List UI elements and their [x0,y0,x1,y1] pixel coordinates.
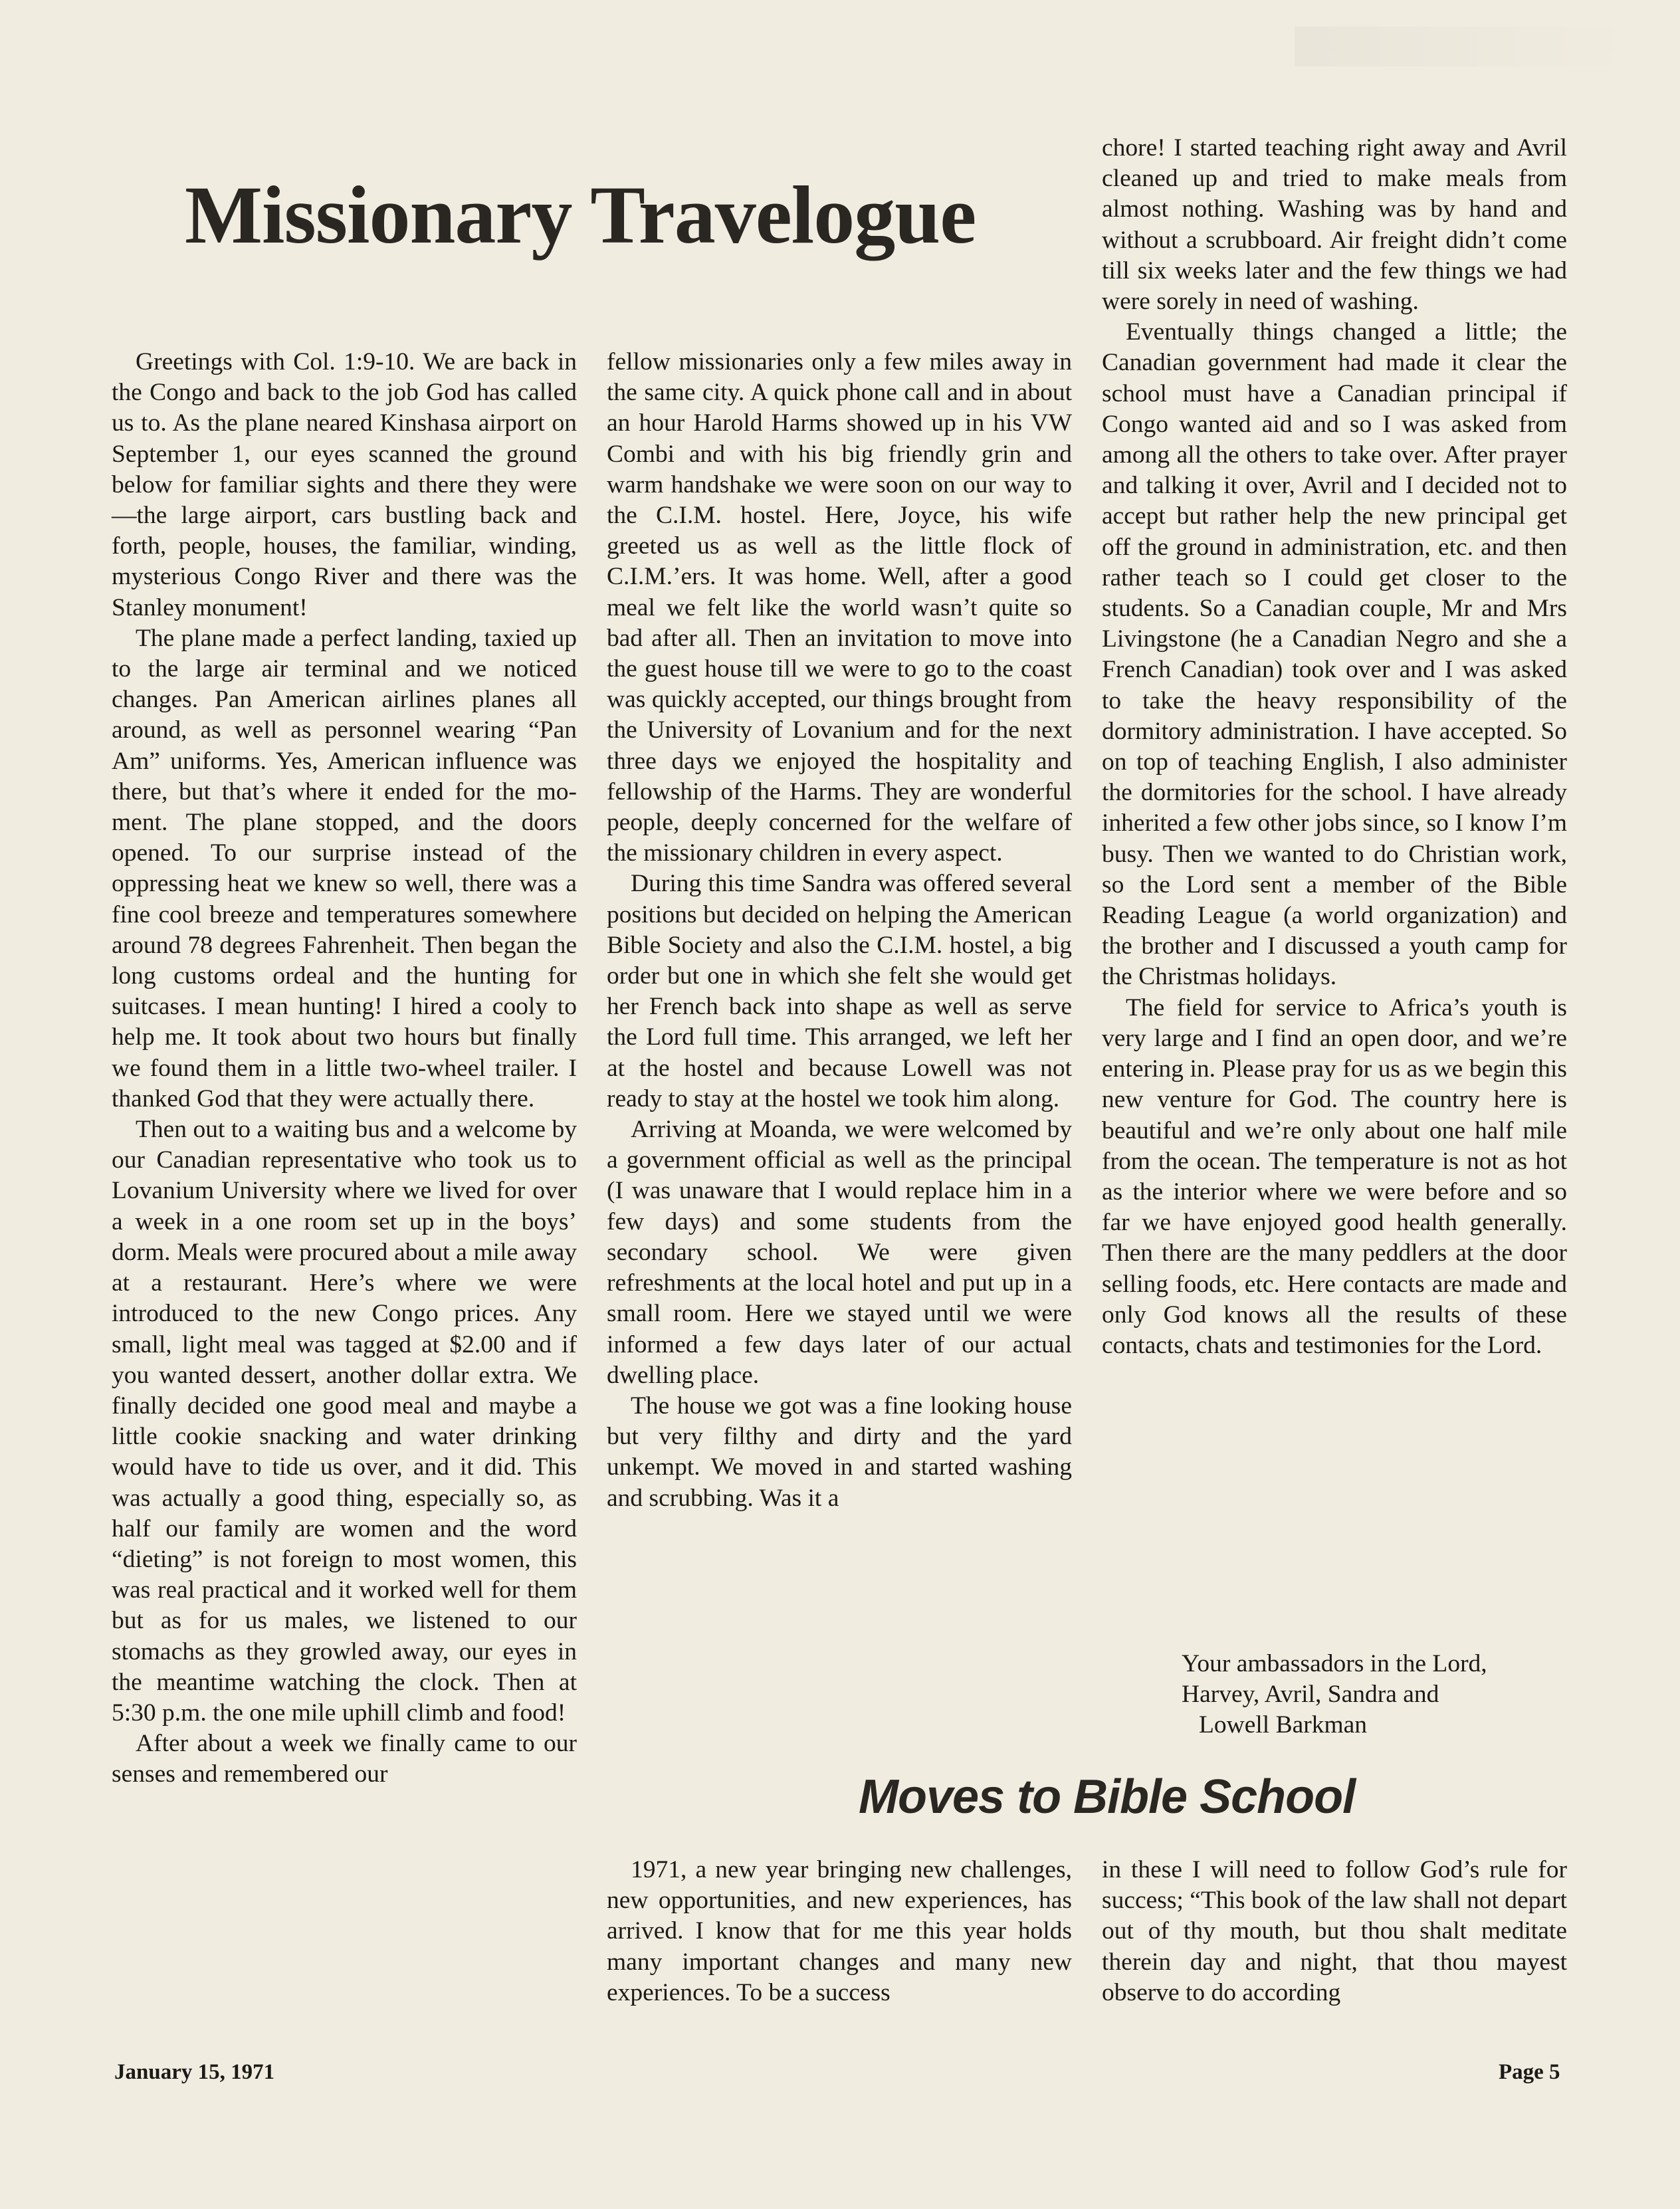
article-column-1 [112,347,577,1790]
issue-date: January 15, 1971 [114,2060,275,2084]
signature-line: Harvey, Avril, Sandra and [1182,1681,1439,1709]
second-article-title: Moves to Bible School [859,1770,1356,1824]
article-column-3 [1102,133,1567,1361]
paragraph: chore! I started teaching right away and Avril cleaned up and tried to make meals from almost nothing. Washing was by hand and without a scrubboard. Air freight didn’t come till six weeks later and the few things we had were sorely in need of washing. [1102,134,1567,316]
paragraph: 1971, a new year bringing new challenges, new opportunities, and new experiences, has arrived. I know that for me this year holds many important changes and many new experiences. To be a success [607,1856,1072,2006]
show-through-shadow [1295,27,1640,66]
paragraph: The plane made a perfect landing, taxied up to the large air terminal and we noticed changes. Pan American airlines planes all around, as well as personnel wearing “Pan Am” uniforms. Yes, American influence was there, but that’s where it ended for the moment. The plane stopped, and the doors opened. To our surprise instead of the oppressing heat we knew so well, there was a fine cool breeze and temperatures somewhere around 78 degrees Fahrenheit. Then began the long customs ordeal and the hunting for suitcases. I mean hunting! I hired a cooly to help me. It took about two hours but finally we found them in a little two-wheel trailer. I thanked God that they were actually there. [112,624,577,1112]
paragraph: fellow missionaries only a few miles away in the same city. A quick phone call and in about an hour Harold Harms showed up in his VW Combi and with his big friendly grin and warm handshake we were soon on our way to the C.I.M. hostel. Here, Joyce, his wife greeted us as well as the little flock of C.I.M.’ers. It was home. Well, after a good meal we felt like the world wasn’t quite so bad after all. Then an invitation to move into the guest house till we were to go to the coast was quickly accepted, our things brought from the University of Lovanium and for the next three days we enjoyed the hospitality and fellowship of the Harms. They are wonderful people, deeply concerned for the welfare of the missionary children in every aspect. [607,348,1072,867]
paragraph: The field for service to Africa’s youth is very large and I find an open door, and we’re entering in. Please pray for us as we begin this new venture for God. The country here is beautiful and we’re only about one half mile from the ocean. The temperature is not as hot as the interior where we were before and so far we have enjoyed good health generally. Then there are the many peddlers at the door selling foods, etc. Here contacts are made and only God knows all the results of these contacts, chats and testimonies for the Lord. [1102,994,1567,1359]
paragraph: After about a week we finally came to our senses and remembered our [112,1730,577,1788]
signature-line: Lowell Barkman [1199,1711,1368,1739]
signature-line: Your ambassadors in the Lord, [1182,1650,1487,1677]
second-article-column-2 [1102,1855,1567,2008]
paragraph: The house we got was a fine looking house but very filthy and dirty and the yard unkempt. We moved in and started washing and scrubbing. Was it a [607,1392,1072,1512]
article-column-2 [607,347,1072,1514]
page-number: Page 5 [1499,2060,1560,2084]
signature-block [1182,1649,1487,1741]
paragraph: in these I will need to follow God’s rule for success; “This book of the law shall not depart out of thy mouth, but thou shalt meditate therein day and night, that thou mayest observe to do according [1102,1856,1567,2006]
article-title: Missionary Travelogue [185,169,976,261]
paragraph: Arriving at Moanda, we were welcomed by a government official as well as the principal (I was unaware that I would replace him in a few days) and some students from the secondary school. We were given refreshments at the local hotel and put up in a small room. Here we stayed until we were informed a few days later of our actual dwelling place. [607,1116,1072,1389]
paragraph: During this time Sandra was offered several positions but decided on helping the American Bible Society and also the C.I.M. hostel, a big order but one in which she felt she would get her French back into shape as well as serve the Lord full time. This arranged, we left her at the hostel and because Lowell was not ready to stay at the hostel we took him along. [607,870,1072,1112]
paragraph: Eventually things changed a little; the Canadian government had made it clear the school must have a Canadian principal if Congo wanted aid and so I was asked from among all the others to take over. After prayer and talking it over, Avril and I decided not to accept but rather help the new principal get off the ground in administration, etc. and then rather teach so I could get closer to the students. So a Canadian couple, Mr and Mrs Livingstone (he a Canadian Negro and she a French Canadian) took over and I was asked to take the heavy responsibility of the dormitory administration. I have accepted. So on top of teaching English, I also administer the dormitories for the school. I have already inherited a few other jobs since, so I know I’m busy. Then we wanted to do Christian work, so the Lord sent a member of the Bible Reading League (a world organization) and the brother and I discussed a youth camp for the Christmas holidays. [1102,318,1567,991]
paragraph: Then out to a waiting bus and a welcome by our Canadian representative who took us to Lovanium University where we lived for over a week in a one room set up in the boys’ dorm. Meals were procured about a mile away at a restaurant. Here’s where we were introduced to the new Congo prices. Any small, light meal was tagged at $2.00 and if you wanted dessert, another dollar extra. We finally decided one good meal and maybe a little cookie snacking and water drinking would have to tide us over, and it did. This was actually a good thing, especially so, as half our family are women and the word “dieting” is not foreign to most women, this was real practical and it worked well for them but as for us males, we listened to our stomachs as they growled away, our eyes in the meantime watching the clock. Then at 5:30 p.m. the one mile uphill climb and food! [112,1116,577,1727]
second-article-column-1 [607,1855,1072,2008]
paragraph: Greetings with Col. 1:9-10. We are back in the Congo and back to the job God has called us to. As the plane neared Kinshasa airport on September 1, our eyes scanned the ground below for familiar sights and there they were —the large airport, cars bustling back and forth, people, houses, the familiar, winding, mysterious Congo River and there was the Stanley monument! [112,348,577,621]
